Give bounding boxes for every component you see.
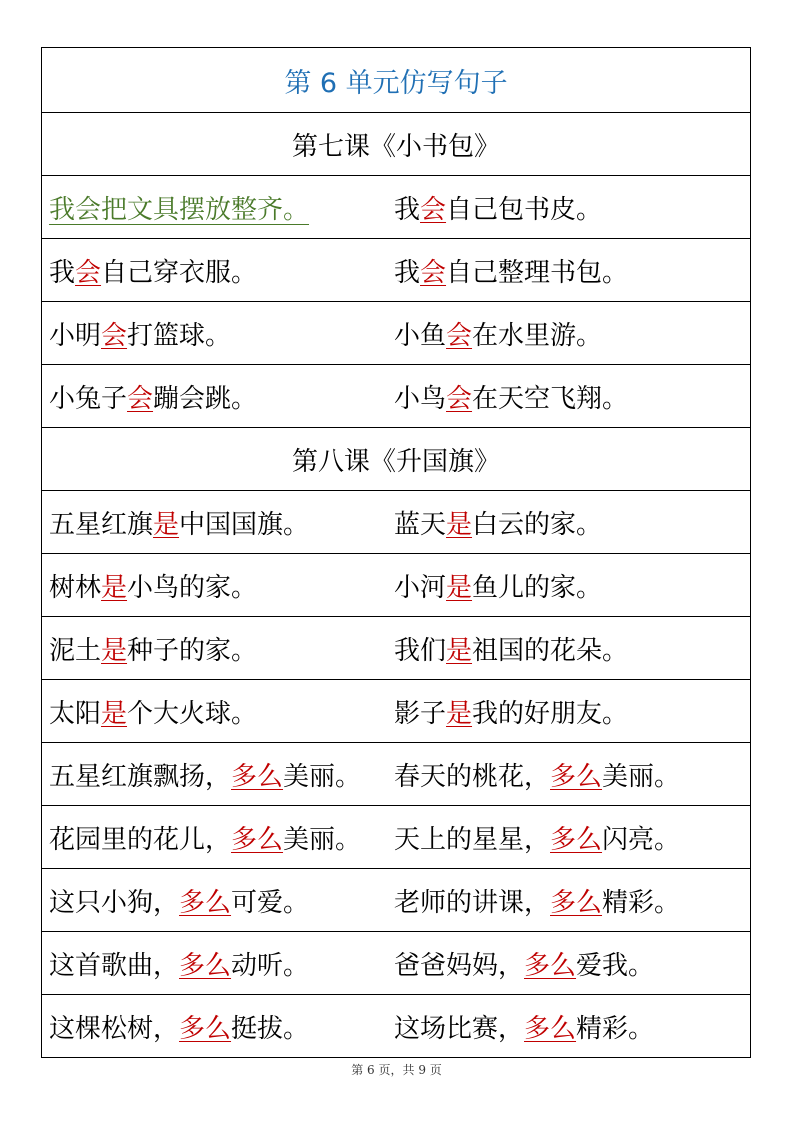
sentence-row [42,679,750,742]
example-sentence: 我会把文具摆放整齐。 [49,194,310,225]
sentence-row [42,742,750,805]
keyword: 是 [446,509,473,540]
keyword: 多么 [179,887,232,918]
keyword: 会 [127,383,154,414]
keyword: 是 [101,698,128,729]
sentence-left: 这棵松树，多么挺拔。 [49,1013,310,1044]
keyword: 是 [446,572,473,603]
sentence-row [42,238,750,301]
lesson-8-heading: 第八课《升国旗》 [42,427,750,490]
sentence-right: 小河是鱼儿的家。 [394,572,603,603]
keyword: 是 [446,698,473,729]
lesson-7-heading: 第七课《小书包》 [42,112,750,175]
keyword: 多么 [550,761,603,792]
keyword: 多么 [231,761,284,792]
keyword: 是 [101,572,128,603]
keyword: 多么 [550,824,603,855]
sentence-row [42,364,750,427]
sentence-row [42,868,750,931]
worksheet-table [41,47,751,1058]
sentence-left: 五星红旗是中国国旗。 [49,509,310,540]
keyword: 多么 [231,824,284,855]
sentence-row [42,616,750,679]
page-footer: 第 6 页，共 9 页 [351,1063,442,1077]
sentence-left: 太阳是个大火球。 [49,698,258,729]
keyword: 是 [446,635,473,666]
sentence-row [42,931,750,994]
keyword: 多么 [524,1013,577,1044]
sentence-right: 春天的桃花，多么美丽。 [394,761,681,792]
keyword: 会 [75,257,102,288]
sentence-row [42,301,750,364]
keyword: 多么 [524,950,577,981]
sentence-left: 树林是小鸟的家。 [49,572,258,603]
sentence-left: 小兔子会蹦会跳。 [49,383,258,414]
sentence-right: 老师的讲课，多么精彩。 [394,887,681,918]
keyword: 多么 [179,1013,232,1044]
sentence-left: 五星红旗飘扬，多么美丽。 [49,761,362,792]
sentence-row [42,553,750,616]
keyword: 是 [101,635,128,666]
sentence-right: 天上的星星，多么闪亮。 [394,824,681,855]
keyword: 会 [420,194,447,225]
keyword: 会 [446,320,473,351]
page-title: 第 6 单元仿写句子 [284,67,508,99]
sentence-right: 我会自己包书皮。 [394,194,603,225]
sentence-right: 这场比赛，多么精彩。 [394,1013,655,1044]
sentence-row [42,994,750,1057]
sentence-right: 蓝天是白云的家。 [394,509,603,540]
sentence-left: 这只小狗，多么可爱。 [49,887,310,918]
sentence-row [42,805,750,868]
sentence-right: 爸爸妈妈，多么爱我。 [394,950,655,981]
sentence-right: 小鸟会在天空飞翔。 [394,383,629,414]
sentence-left: 泥土是种子的家。 [49,635,258,666]
keyword: 会 [101,320,128,351]
sentence-right: 影子是我的好朋友。 [394,698,629,729]
sentence-left: 我会自己穿衣服。 [49,257,258,288]
sentence-row [42,490,750,553]
keyword: 多么 [550,887,603,918]
sentence-left: 花园里的花儿，多么美丽。 [49,824,362,855]
sentence-right: 我会自己整理书包。 [394,257,629,288]
sentence-row [42,175,750,238]
sentence-left: 小明会打篮球。 [49,320,232,351]
sentence-right: 我们是祖国的花朵。 [394,635,629,666]
sentence-right: 小鱼会在水里游。 [394,320,603,351]
keyword: 是 [153,509,180,540]
keyword: 会 [420,257,447,288]
keyword: 多么 [179,950,232,981]
keyword: 会 [446,383,473,414]
sentence-left: 这首歌曲，多么动听。 [49,950,310,981]
